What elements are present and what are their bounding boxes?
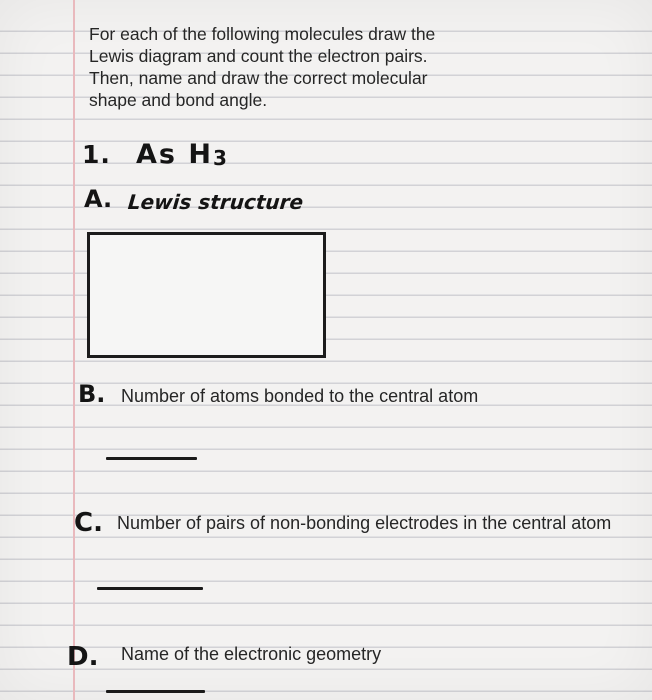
lewis-structure-box[interactable] bbox=[87, 232, 326, 358]
question-number: 1. bbox=[82, 140, 111, 169]
instructions-text: For each of the following molecules draw the Lewis diagram and count the electron pairs. Then, name and draw the correct molecular shape and bond angle. bbox=[89, 24, 436, 110]
part-b-letter: B. bbox=[78, 380, 106, 408]
part-a-letter: A. bbox=[84, 185, 113, 213]
part-c-answer-line[interactable] bbox=[97, 587, 203, 590]
part-d-text: Name of the electronic geometry bbox=[121, 644, 382, 664]
part-a-label: Lewis structure bbox=[126, 190, 305, 214]
formula-subscript: 3 bbox=[212, 146, 229, 170]
part-b-answer-line[interactable] bbox=[106, 457, 197, 460]
part-c-letter: C. bbox=[74, 508, 103, 538]
margin-line bbox=[73, 0, 75, 700]
part-d-answer-line[interactable] bbox=[106, 690, 205, 693]
part-d-letter: D. bbox=[67, 642, 99, 672]
molecule-formula bbox=[136, 139, 229, 170]
formula-main: As H bbox=[136, 139, 213, 170]
part-c-text: Number of pairs of non-bonding electrodes in the central atom bbox=[117, 513, 612, 533]
part-b-text: Number of atoms bonded to the central atom bbox=[121, 386, 479, 406]
